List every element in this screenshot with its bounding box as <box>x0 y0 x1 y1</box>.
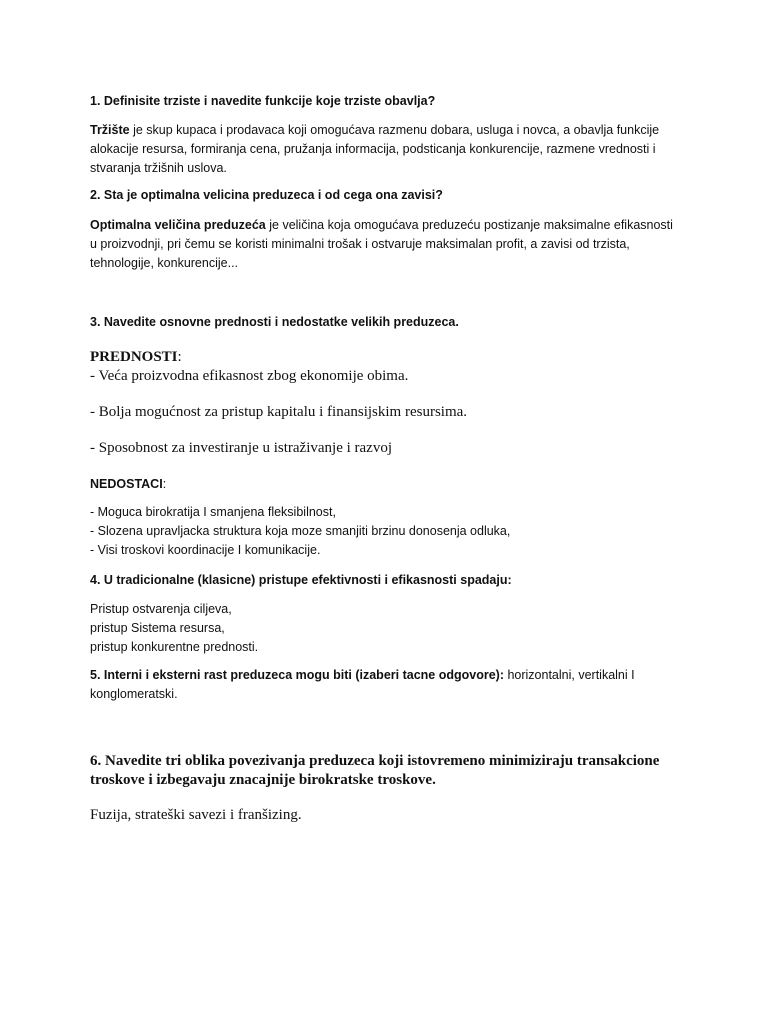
prednosti-heading: PREDNOSTI <box>90 349 178 365</box>
prednosti-colon: : <box>177 349 182 365</box>
answer-1-line-1: je skup kupaca i prodavaca koji omogućava razmenu dobara, usluga i novca, a obavlja funkcije <box>129 123 660 137</box>
question-6-line-2: troskove i izbegavaju znacajnije birokratske troskove. <box>90 772 436 788</box>
question-4 <box>90 571 680 590</box>
answer-4-line-2: pristup Sistema resursa, <box>90 621 225 635</box>
nedostaci-list <box>90 503 680 560</box>
question-5-text: 5. Interni i eksterni rast preduzeca mogu biti (izaberi tacne odgovore): <box>90 668 504 682</box>
nedostaci-colon: : <box>162 477 167 491</box>
answer-5-line-2: konglomeratski. <box>90 687 178 701</box>
question-3 <box>90 313 680 332</box>
question-3-text: 3. Navedite osnovne prednosti i nedostatke velikih preduzeca. <box>90 315 459 329</box>
prednost-item-2: - Bolja mogućnost za pristup kapitalu i finansijskim resursima. <box>90 404 468 420</box>
answer-2-line-3: tehnologije, konkurencije... <box>90 256 239 270</box>
question-1-text: 1. Definisite trziste i navedite funkcije koje trziste obavlja? <box>90 94 436 108</box>
question-2-text: 2. Sta je optimalna velicina preduzeca i od cega ona zavisi? <box>90 188 443 202</box>
answer-4-line-3: pristup konkurentne prednosti. <box>90 640 259 654</box>
answer-2-term: Optimalna veličina preduzeća <box>90 218 266 232</box>
answer-1-line-2: alokacije resursa, formiranja cena, pružanja informacija, podsticanja konkurencije, razmene vrednosti i <box>90 142 656 156</box>
prednost-item-3-block <box>90 439 680 458</box>
answer-1-term: Tržište <box>90 123 130 137</box>
prednost-item-2-block <box>90 403 680 422</box>
answer-2-line-1: je veličina koja omogućava preduzeću postizanje maksimalne efikasnosti <box>265 218 673 232</box>
nedostatak-item-3: - Visi troskovi koordinacije I komunikacije. <box>90 543 321 557</box>
answer-5-line-1: horizontalni, vertikalni I <box>503 668 635 682</box>
answer-1-line-3: stvaranja tržišnih uslova. <box>90 161 227 175</box>
answer-2-line-2: u proizvodnji, pri čemu se koristi minimalni trošak i ostvaruje maksimalan profit, a zavisi od trzista, <box>90 237 630 251</box>
question-1 <box>90 92 680 111</box>
answer-4 <box>90 600 680 657</box>
prednost-item-1: - Veća proizvodna efikasnost zbog ekonomije obima. <box>90 368 409 384</box>
nedostaci-heading: NEDOSTACI <box>90 477 163 491</box>
question-6-line-1: 6. Navedite tri oblika povezivanja preduzeca koji istovremeno minimiziraju transakcione <box>90 753 660 769</box>
prednosti-section <box>90 348 680 386</box>
answer-6 <box>90 806 680 825</box>
question-6 <box>90 752 680 790</box>
nedostatak-item-2: - Slozena upravljacka struktura koja moze smanjiti brzinu donosenja odluka, <box>90 524 511 538</box>
nedostatak-item-1: - Moguca birokratija I smanjena fleksibilnost, <box>90 505 336 519</box>
nedostaci-heading-block <box>90 475 680 494</box>
answer-6-text: Fuzija, strateški savezi i franšizing. <box>90 807 302 823</box>
question-2 <box>90 186 680 205</box>
question-5 <box>90 666 680 704</box>
answer-1 <box>90 121 680 178</box>
question-4-text: 4. U tradicionalne (klasicne) pristupe efektivnosti i efikasnosti spadaju: <box>90 573 512 587</box>
answer-4-line-1: Pristup ostvarenja ciljeva, <box>90 602 232 616</box>
answer-2 <box>90 216 680 273</box>
prednost-item-3: - Sposobnost za investiranje u istraživanje i razvoj <box>90 440 392 456</box>
